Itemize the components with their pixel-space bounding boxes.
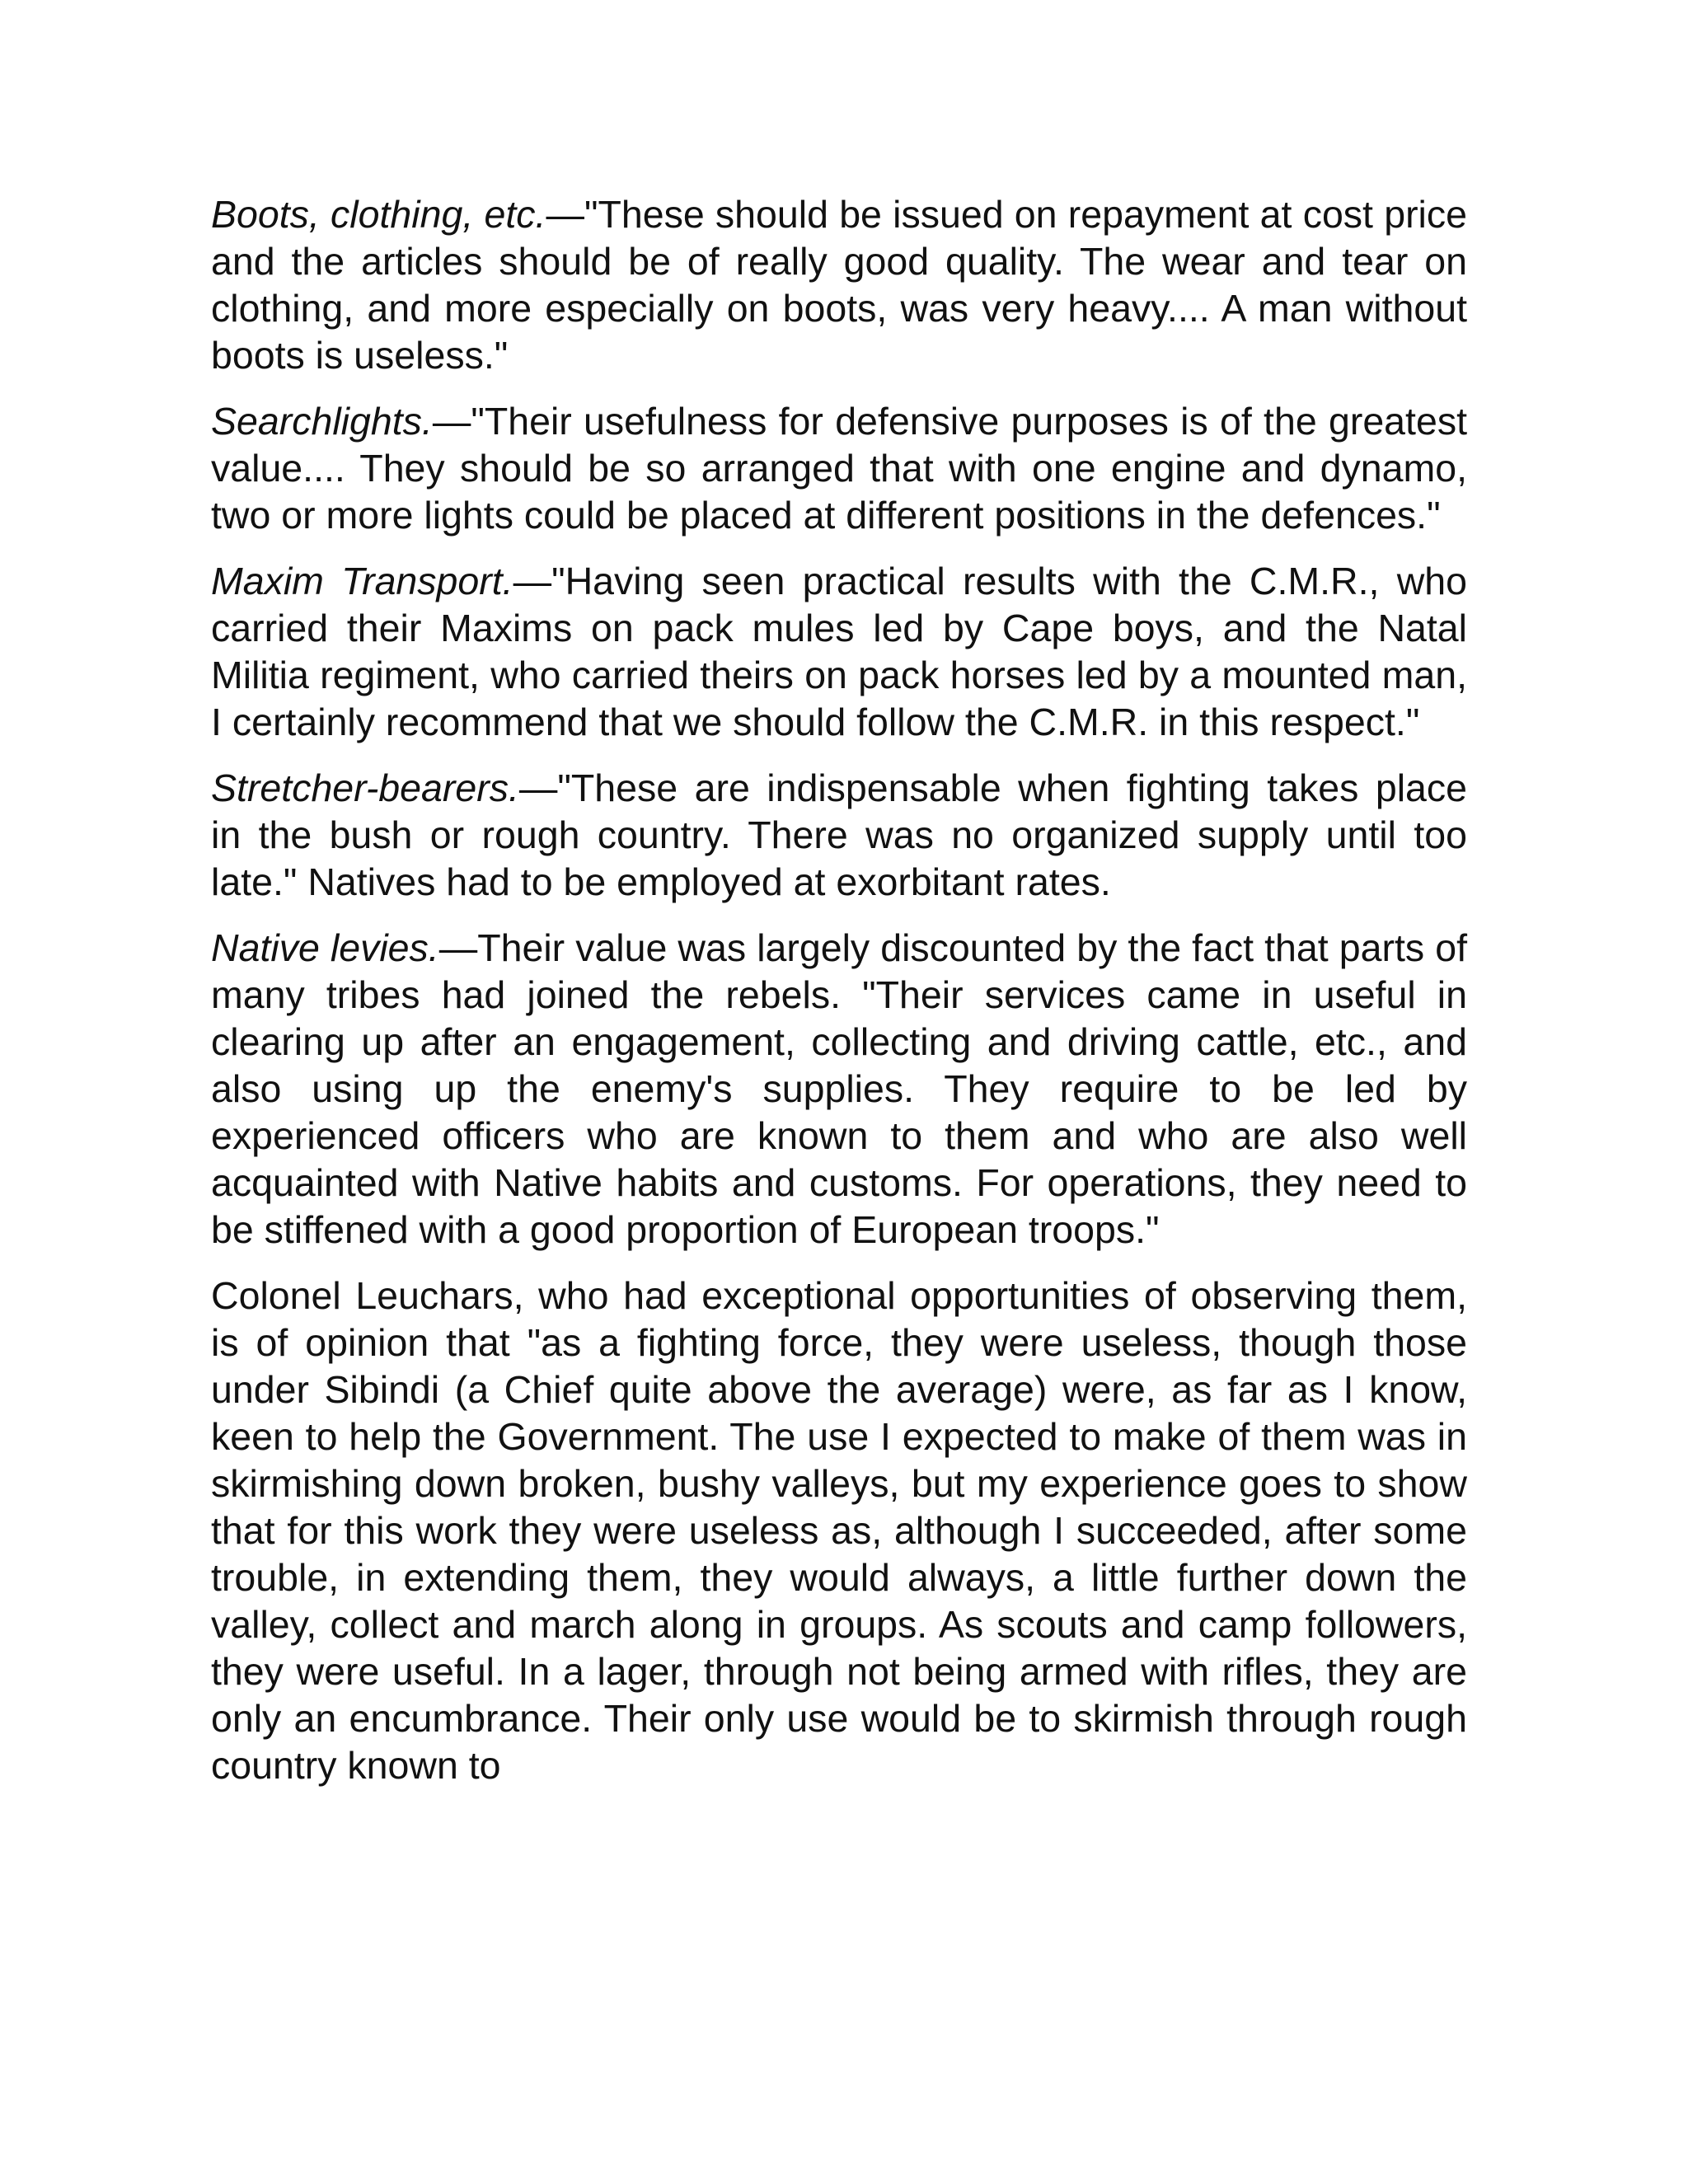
document-page bbox=[211, 191, 1467, 1808]
paragraph-text: Colonel Leuchars, who had exceptional opportunities of observing them, is of opinion that "as a fighting force, they were useless, though those under Sibindi (a Chief quite above the average) were, as far as I know, keen to help the Government. The use I expected to make of them was in skirmishing down broken, bushy valleys, but my experience goes to show that for this work they were useless as, although I succeeded, after some trouble, in extending them, they would always, a little further down the valley, collect and march along in groups. As scouts and camp followers, they were useful. In a lager, through not being armed with rifles, they are only an encumbrance. Their only use would be to skirmish through rough country known to bbox=[211, 1274, 1467, 1787]
paragraph-text: —"Having seen practical results with the C.M.R., who carried their Maxims on pack mules led by Cape boys, and the Natal Militia regiment, who carried theirs on pack horses led by a mounted man, I certainly recommend that we should follow the C.M.R. in this respect." bbox=[211, 560, 1467, 743]
paragraph-native-levies bbox=[211, 925, 1467, 1254]
paragraph-maxim-transport bbox=[211, 558, 1467, 746]
paragraph-text: —"These should be issued on repayment at cost price and the articles should be of really good quality. The wear and tear on clothing, and more especially on boots, was very heavy.... A man without boots is useless." bbox=[211, 193, 1468, 377]
paragraph-boots-clothing bbox=[211, 191, 1467, 379]
paragraph-searchlights bbox=[211, 398, 1467, 539]
paragraph-text: —"Their usefulness for defensive purposes is of the greatest value.... They should be so arranged that with one engine and dynamo, two or more lights could be placed at different positions in the defences." bbox=[211, 400, 1467, 537]
paragraph-heading: Native levies. bbox=[211, 926, 439, 969]
paragraph-heading: Stretcher-bearers. bbox=[211, 766, 519, 809]
paragraph-heading: Searchlights. bbox=[211, 400, 433, 443]
paragraph-heading: Boots, clothing, etc. bbox=[211, 193, 546, 236]
paragraph-text: —Their value was largely discounted by the fact that parts of many tribes had joined the rebels. "Their services came in useful in clearing up after an engagement, collecting and driving cattle, etc., and also using up the enemy's supplies. They require to be led by experienced officers who are known to them and who are also well acquainted with Native habits and customs. For operations, they need to be stiffened with a good proportion of European troops." bbox=[211, 926, 1467, 1251]
paragraph-heading: Maxim Transport. bbox=[211, 560, 513, 602]
paragraph-stretcher-bearers bbox=[211, 765, 1467, 906]
paragraph-colonel-leuchars bbox=[211, 1272, 1467, 1789]
paragraph-text: —"These are indispensable when fighting takes place in the bush or rough country. There was no organized supply until too late." Natives had to be employed at exorbitant rates. bbox=[211, 766, 1467, 903]
